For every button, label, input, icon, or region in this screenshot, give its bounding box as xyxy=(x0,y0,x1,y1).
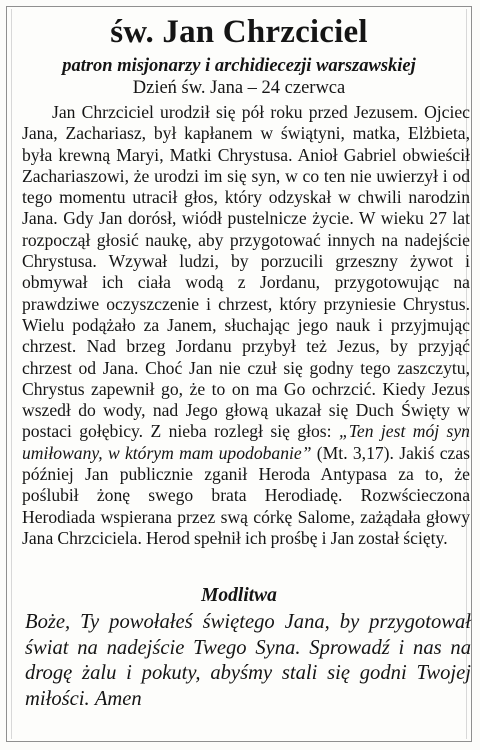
biography-text-part-2: (Mt. 3,17). Jakiś czas później Jan publicznie zganił Heroda Antypasa za to, że poślubił żonę swego brata Herodiadę. Rozwścieczona Herodiada wspierana przez swą córkę Salome, zażądała głowy Jana Chrzciciela. Herod spełnił ich prośbę i Jan został ścięty. xyxy=(22,442,470,548)
biography-text-part-1: Jan Chrzciciel urodził się pół roku przed Jezusem. Ojciec Jana, Zachariasz, był kapłanem w świątyni, matka, Elżbieta, była krewną Maryi, Matki Chrystusa. Anioł Gabriel obwieścił Zachariaszowi, że urodzi im się syn, w co ten nie uwierzył i od tego momentu utracił głos, który odzyskał w chwili narodzin Jana. Gdy Jan dorósł, wiódł pustelnicze życie. W wieku 27 lat rozpoczął głosić naukę, aby przygotować innych na nadejście Chrystusa. Wzywał ludzi, by porzucili grzeszny żywot i obmywał ich ciała wodą z Jordanu, przygotowując na prawdziwe oczyszczenie i chrzest, który przyniesie Chrystus. Wielu podążało za Janem, słuchając jego nauk i przyjmując chrzest. Nad brzeg Jordanu przybył też Jezus, by przyjąć chrzest od Jana. Choć Jan nie czuł się godny tego zaszczytu, Chrystus zapewnił go, że to on ma Go ochrzcić. Kiedy Jezus wszedł do wody, nad Jego głową ukazał się Duch Święty w postaci gołębicy. Z nieba rozległ się głos: xyxy=(22,102,470,442)
biography-paragraph xyxy=(22,102,470,549)
page-title: św. Jan Chrzciciel xyxy=(110,14,368,50)
feast-date: Dzień św. Jana – 24 czerwca xyxy=(132,78,346,98)
card-frame xyxy=(6,6,472,742)
prayer-heading: Modlitwa xyxy=(201,585,277,606)
subtitle: patron misjonarzy i archidiecezji warszawskiej xyxy=(62,56,416,76)
prayer-text: Boże, Ty powołałeś świętego Jana, by przygotował świat na nadejście Twego Syna. Sprowadź i nas na drogę żalu i pokuty, abyśmy stali się godni Twojej miłości. Amen xyxy=(25,611,471,710)
scripture-quote: „Ten jest mój syn umiłowany, w którym mam upodobanie” xyxy=(22,421,470,463)
